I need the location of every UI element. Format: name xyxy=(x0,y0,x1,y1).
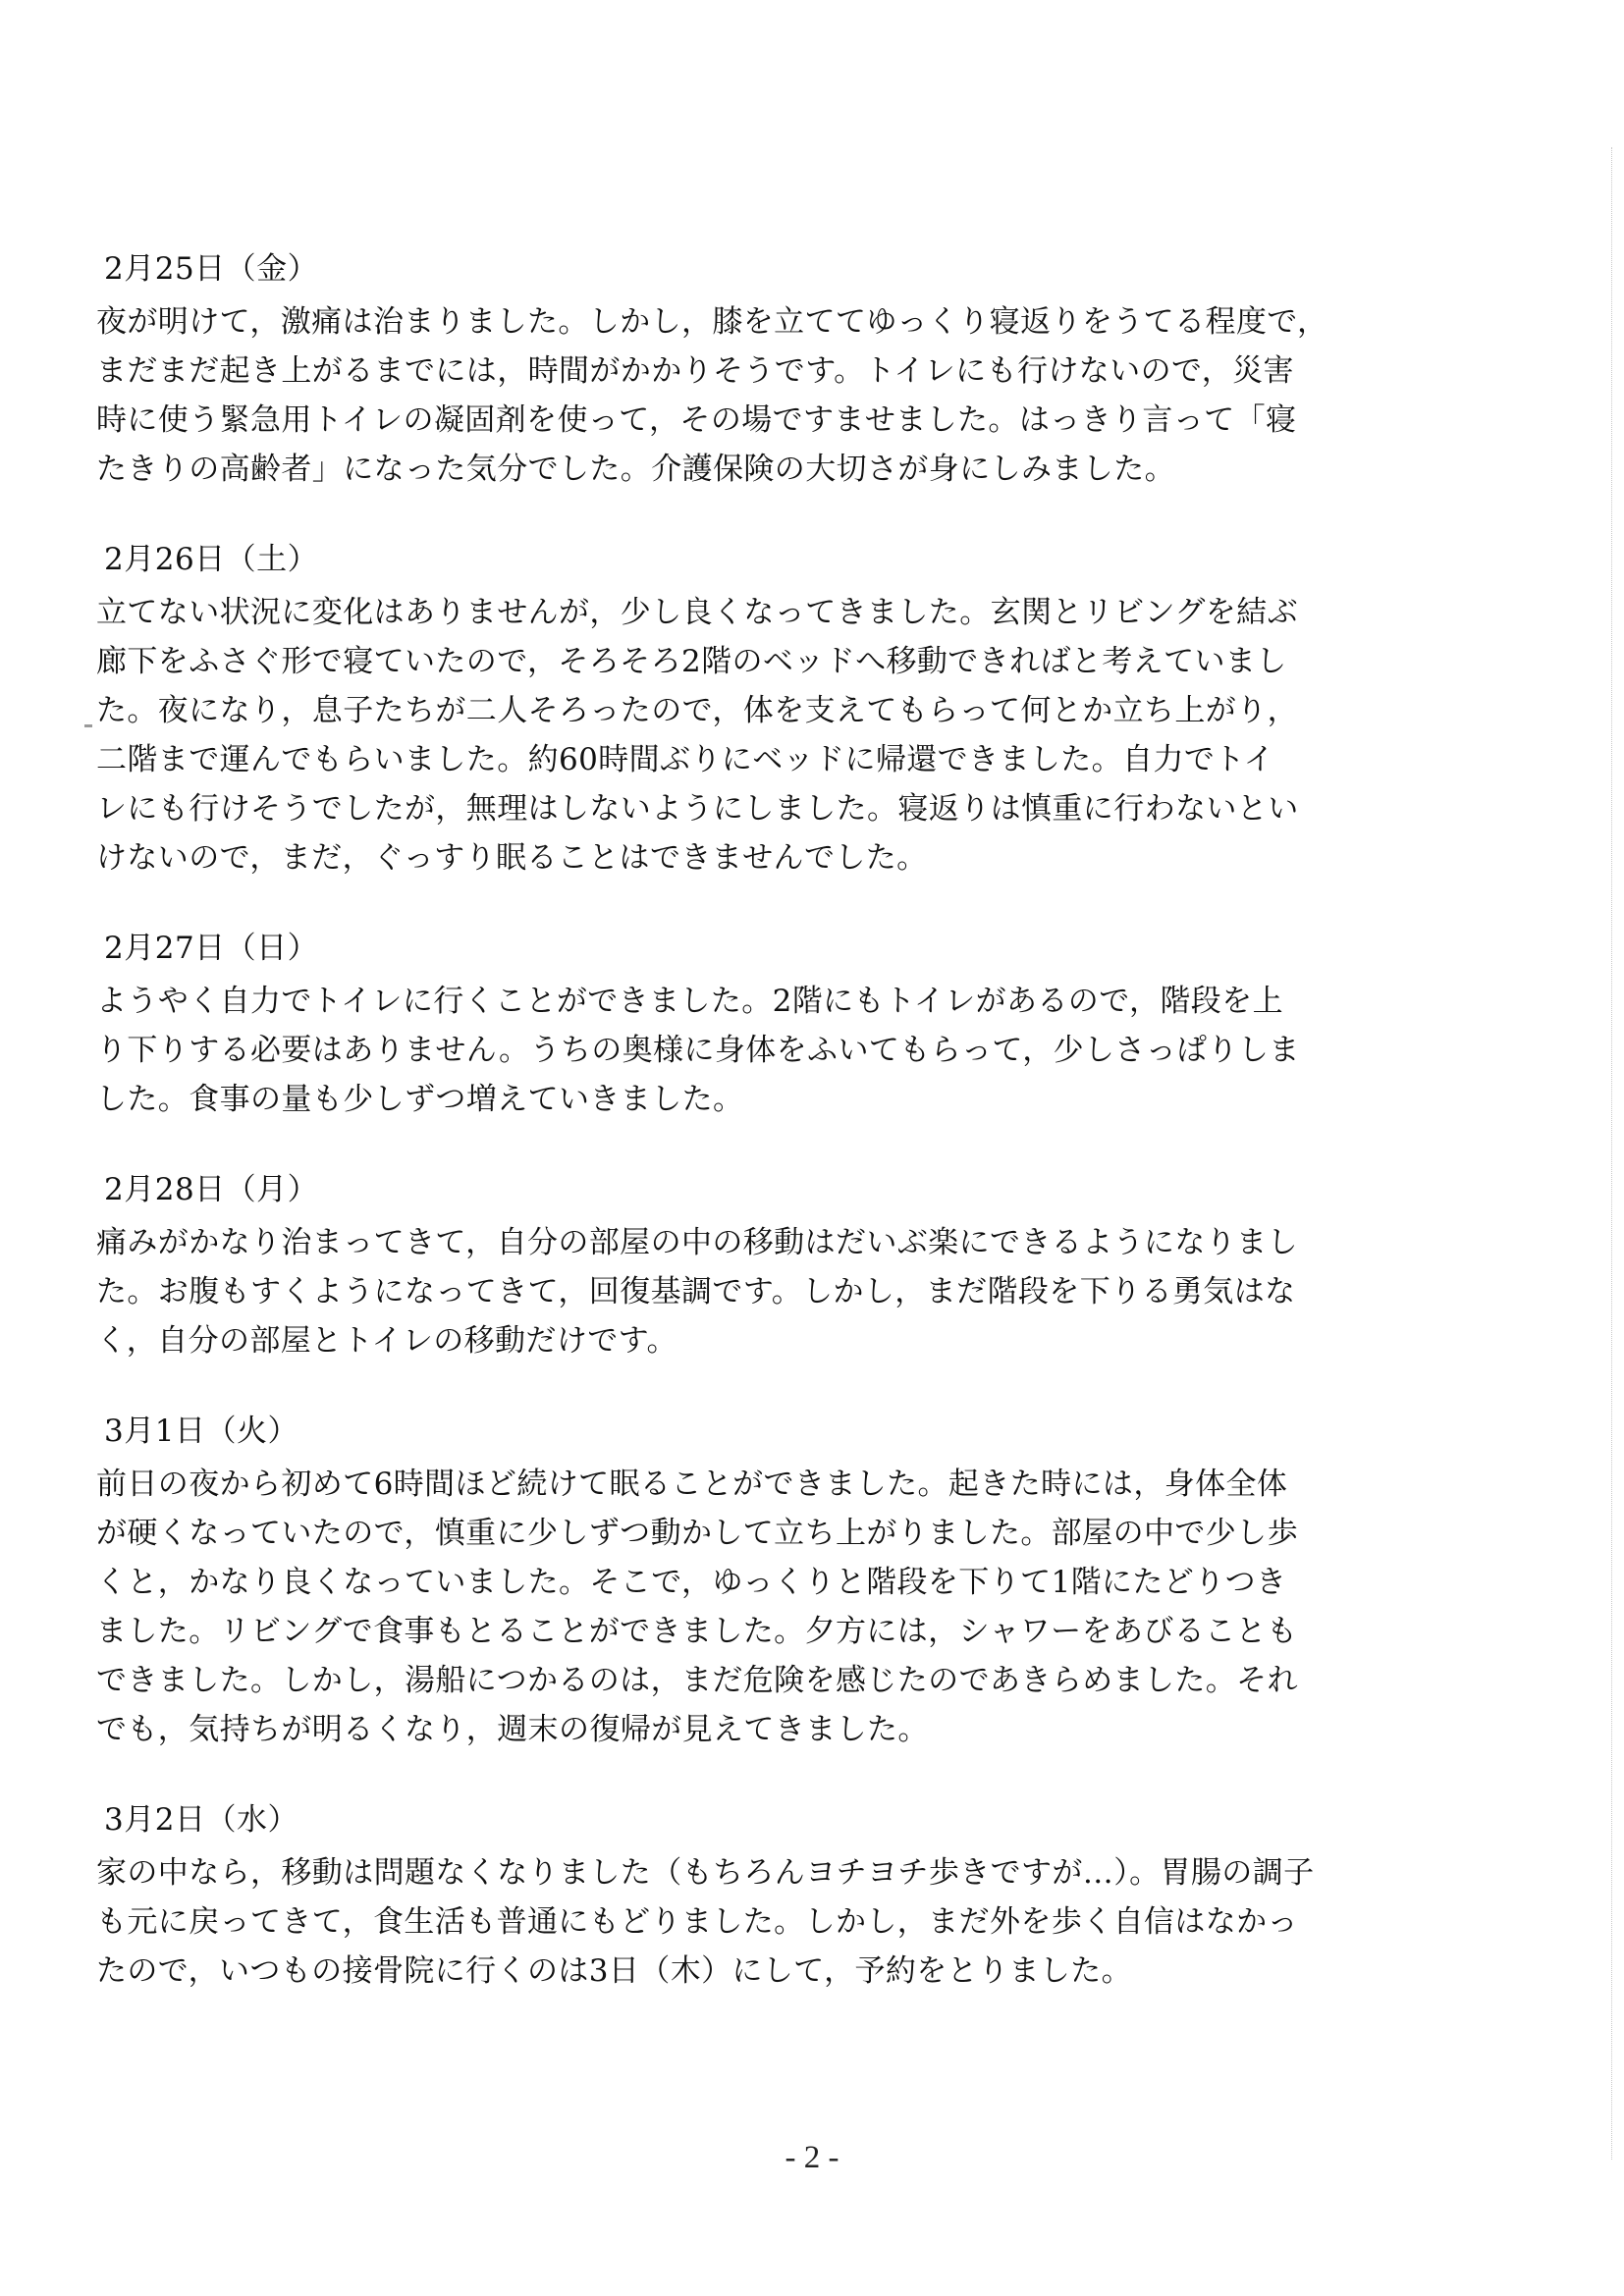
entry-text-line: した。食事の量も少しずつ増えていきました。 xyxy=(96,1082,744,1117)
entry-date: 3月1日（火） xyxy=(104,1414,298,1449)
entry-text-line: できました。しかし，湯船につかるのは，まだ危険を感じたのであきらめました。それ xyxy=(96,1663,1298,1698)
entry-text-line: 前日の夜から初めて6時間ほど続けて眠ることができました。起きた時には，身体全体 xyxy=(96,1467,1288,1502)
entry-text-line: た。お腹もすくようになってきて，回復基調です。しかし，まだ階段を下りる勇気はな xyxy=(96,1274,1296,1309)
entry-text-line: たきりの高齢者」になった気分でした。介護保険の大切さが身にしみました。 xyxy=(96,452,1175,487)
entry-text-line: り下りする必要はありません。うちの奥様に身体をふいてもらって，少しさっぱりしま xyxy=(96,1033,1300,1068)
entry-text-line: く，自分の部屋とトイレの移動だけです。 xyxy=(96,1323,677,1359)
entry-text-line: ました。リビングで食事もとることができました。夕方には，シャワーをあびることも xyxy=(96,1614,1298,1649)
entry-text-line: くと，かなり良くなっていました。そこで，ゆっくりと階段を下りて1階にたどりつき xyxy=(96,1565,1287,1600)
entry-text-line: 夜が明けて，激痛は治まりました。しかし，膝を立ててゆっくり寝返りをうてる程度で， xyxy=(96,304,1328,340)
entry-date: 2月25日（金） xyxy=(104,251,319,287)
entry-date: 2月28日（月） xyxy=(104,1172,319,1207)
entry-text-line: も元に戻ってきて，食生活も普通にもどりました。しかし，まだ外を歩く自信はなかっ xyxy=(96,1904,1298,1940)
entry-text-line: ようやく自力でトイレに行くことができました。2階にもトイレがあるので，階段を上 xyxy=(96,984,1283,1019)
diary-entry-feb-28 xyxy=(96,1166,1520,1365)
entry-text-line: 時に使う緊急用トイレの凝固剤を使って，その場ですませました。はっきり言って「寝 xyxy=(96,402,1297,438)
entry-text-line: 廊下をふさぐ形で寝ていたので，そろそろ2階のベッドへ移動できればと考えていまし xyxy=(96,644,1287,679)
entry-text-line: 二階まで運んでもらいました。約60時間ぶりにベッドに帰還できました。自力でトイ xyxy=(96,742,1274,777)
diary-entry-feb-27 xyxy=(96,925,1520,1124)
entry-text-line: 痛みがかなり治まってきて，自分の部屋の中の移動はだいぶ楽にできるようになりまし xyxy=(96,1225,1298,1260)
entry-text-line: まだまだ起き上がるまでには，時間がかかりそうです。トイレにも行けないので，災害 xyxy=(96,353,1294,389)
entry-date: 3月2日（水） xyxy=(104,1802,298,1838)
entry-text-line: でも，気持ちが明るくなり，週末の復帰が見えてきました。 xyxy=(96,1712,929,1747)
diary-body xyxy=(96,245,1520,2038)
entry-text-line: 家の中なら，移動は問題なくなりました（もちろんヨチヨチ歩きですが…）。胃腸の調子 xyxy=(96,1855,1315,1891)
page-number: - 2 - xyxy=(785,2140,839,2175)
scan-dust-mark xyxy=(84,724,92,727)
scan-edge-mark xyxy=(1610,147,1612,2160)
entry-text-line: けないので，まだ，ぐっすり眠ることはできませんでした。 xyxy=(96,840,928,876)
diary-entry-feb-25 xyxy=(96,245,1520,494)
entry-text-line: たので，いつもの接骨院に行くのは3日（木）にして，予約をとりました。 xyxy=(96,1953,1133,1989)
entry-text-line: た。夜になり，息子たちが二人そろったので，体を支えてもらって何とか立ち上がり， xyxy=(96,693,1298,728)
diary-entry-feb-26 xyxy=(96,536,1520,882)
entry-text-line: が硬くなっていたので，慎重に少しずつ動かして立ち上がりました。部屋の中で少し歩 xyxy=(96,1516,1298,1551)
diary-entry-mar-1 xyxy=(96,1408,1520,1754)
entry-text-line: レにも行けそうでしたが，無理はしないようにしました。寝返りは慎重に行わないとい xyxy=(96,791,1299,827)
diary-entry-mar-2 xyxy=(96,1796,1520,1996)
entry-date: 2月26日（土） xyxy=(104,542,319,577)
entry-text-line: 立てない状況に変化はありませんが，少し良くなってきました。玄関とリビングを結ぶ xyxy=(96,595,1298,630)
entry-date: 2月27日（日） xyxy=(104,931,319,966)
